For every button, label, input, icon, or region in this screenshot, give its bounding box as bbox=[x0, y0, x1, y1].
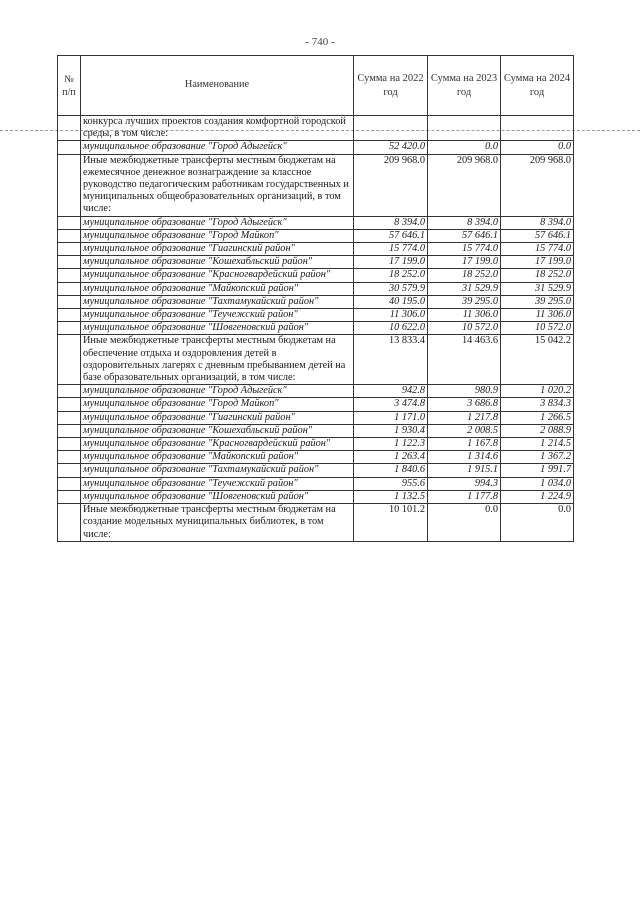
row-name-cell: муниципальное образование "Город Майкоп" bbox=[81, 229, 354, 242]
row-name-cell: муниципальное образование "Город Адыгейск" bbox=[81, 216, 354, 229]
row-number-cell bbox=[58, 282, 81, 295]
row-name-cell: муниципальное образование "Кошехабльский район" bbox=[81, 424, 354, 437]
row-name-cell: муниципальное образование "Майкопский район" bbox=[81, 282, 354, 295]
row-name-cell: муниципальное образование "Город Адыгейск" bbox=[81, 385, 354, 398]
row-number-cell bbox=[58, 464, 81, 477]
row-name-cell: муниципальное образование "Кошехабльский район" bbox=[81, 256, 354, 269]
row-name-cell: муниципальное образование "Гиагинский район" bbox=[81, 243, 354, 256]
row-name-cell: Иные межбюджетные трансферты местным бюджетам на создание модельных муниципальных библиотек, в том числе: bbox=[81, 504, 354, 542]
table-header-row bbox=[58, 56, 574, 116]
row-value-2022: 30 579.9 bbox=[354, 282, 428, 295]
table-row-municipality bbox=[58, 438, 574, 451]
row-value-2024: 2 088.9 bbox=[501, 424, 574, 437]
row-value-2023: 1 314.6 bbox=[428, 451, 501, 464]
row-value-2023: 10 572.0 bbox=[428, 322, 501, 335]
row-value-2023: 11 306.0 bbox=[428, 309, 501, 322]
row-value-2024: 1 991.7 bbox=[501, 464, 574, 477]
table-row-municipality bbox=[58, 309, 574, 322]
row-value-2023: 18 252.0 bbox=[428, 269, 501, 282]
row-name-cell: Иные межбюджетные трансферты местным бюджетам на обеспечение отдыха и оздоровления детей в оздоровительных лагерях с дневным пребыванием детей на базе образовательных организаций, в том числе: bbox=[81, 335, 354, 385]
row-name-cell: муниципальное образование "Красногвардейский район" bbox=[81, 269, 354, 282]
header-2022: Сумма на 2022 год bbox=[354, 56, 428, 116]
row-value-2022: 10 622.0 bbox=[354, 322, 428, 335]
row-value-2022: 1 171.0 bbox=[354, 411, 428, 424]
row-value-2024: 0.0 bbox=[501, 504, 574, 542]
row-name-cell: муниципальное образование "Город Адыгейск" bbox=[81, 141, 354, 154]
row-value-2023: 2 008.5 bbox=[428, 424, 501, 437]
table-row-municipality bbox=[58, 322, 574, 335]
row-number-cell bbox=[58, 335, 81, 385]
row-number-cell bbox=[58, 477, 81, 490]
table-row-municipality bbox=[58, 216, 574, 229]
header-name: Наименование bbox=[81, 56, 354, 116]
row-value-2022: 942.8 bbox=[354, 385, 428, 398]
row-value-2022: 1 132.5 bbox=[354, 490, 428, 503]
row-value-2022: 1 122.3 bbox=[354, 438, 428, 451]
row-name-cell: муниципальное образование "Красногвардейский район" bbox=[81, 438, 354, 451]
header-number: № п/п bbox=[58, 56, 81, 116]
row-value-2022: 13 833.4 bbox=[354, 335, 428, 385]
table-row-municipality bbox=[58, 229, 574, 242]
row-number-cell bbox=[58, 411, 81, 424]
row-value-2022: 11 306.0 bbox=[354, 309, 428, 322]
row-value-2023: 8 394.0 bbox=[428, 216, 501, 229]
header-2024: Сумма на 2024 год bbox=[501, 56, 574, 116]
row-value-2022: 1 930.4 bbox=[354, 424, 428, 437]
table-row bbox=[58, 116, 574, 141]
table-row-municipality bbox=[58, 490, 574, 503]
row-value-2022: 209 968.0 bbox=[354, 154, 428, 216]
row-value-2023: 1 217.8 bbox=[428, 411, 501, 424]
row-value-2024: 8 394.0 bbox=[501, 216, 574, 229]
row-value-2023: 31 529.9 bbox=[428, 282, 501, 295]
row-value-2023: 39 295.0 bbox=[428, 295, 501, 308]
table-row-municipality bbox=[58, 141, 574, 154]
row-name-cell: Иные межбюджетные трансферты местным бюджетам на ежемесячное денежное вознаграждение за классное руководство педагогическим работникам государственных и муниципальных общеобразовательных организаций, в том числе: bbox=[81, 154, 354, 216]
table-row-municipality bbox=[58, 243, 574, 256]
row-value-2023: 209 968.0 bbox=[428, 154, 501, 216]
row-value-2024: 3 834.3 bbox=[501, 398, 574, 411]
table-row-municipality bbox=[58, 282, 574, 295]
row-value-2023: 994.3 bbox=[428, 477, 501, 490]
table-row bbox=[58, 504, 574, 542]
row-value-2024: 31 529.9 bbox=[501, 282, 574, 295]
row-value-2024: 18 252.0 bbox=[501, 269, 574, 282]
page-number: - 740 - bbox=[305, 36, 335, 48]
row-number-cell bbox=[58, 490, 81, 503]
row-name-cell: муниципальное образование "Гиагинский район" bbox=[81, 411, 354, 424]
row-value-2022: 18 252.0 bbox=[354, 269, 428, 282]
row-number-cell bbox=[58, 424, 81, 437]
row-value-2024: 1 266.5 bbox=[501, 411, 574, 424]
table-row-municipality bbox=[58, 256, 574, 269]
table-row-municipality bbox=[58, 398, 574, 411]
row-number-cell bbox=[58, 154, 81, 216]
row-number-cell bbox=[58, 243, 81, 256]
row-number-cell bbox=[58, 398, 81, 411]
row-value-2023: 1 177.8 bbox=[428, 490, 501, 503]
row-number-cell bbox=[58, 229, 81, 242]
row-value-2022: 8 394.0 bbox=[354, 216, 428, 229]
row-value-2024: 1 020.2 bbox=[501, 385, 574, 398]
row-value-2023: 1 167.8 bbox=[428, 438, 501, 451]
row-value-2022: 955.6 bbox=[354, 477, 428, 490]
row-value-2023: 14 463.6 bbox=[428, 335, 501, 385]
row-value-2023: 15 774.0 bbox=[428, 243, 501, 256]
row-value-2023: 3 686.8 bbox=[428, 398, 501, 411]
table-row-municipality bbox=[58, 464, 574, 477]
row-value-2024: 17 199.0 bbox=[501, 256, 574, 269]
row-value-2024: 1 367.2 bbox=[501, 451, 574, 464]
row-value-2023: 0.0 bbox=[428, 504, 501, 542]
table-row-municipality bbox=[58, 295, 574, 308]
row-value-2023 bbox=[428, 116, 501, 141]
header-2023: Сумма на 2023 год bbox=[428, 56, 501, 116]
row-number-cell bbox=[58, 322, 81, 335]
row-name-cell: муниципальное образование "Теучежский район" bbox=[81, 477, 354, 490]
row-value-2024: 1 224.9 bbox=[501, 490, 574, 503]
row-name-cell: муниципальное образование "Город Майкоп" bbox=[81, 398, 354, 411]
row-value-2022: 1 263.4 bbox=[354, 451, 428, 464]
row-name-cell: муниципальное образование "Тахтамукайский район" bbox=[81, 464, 354, 477]
row-value-2024: 39 295.0 bbox=[501, 295, 574, 308]
row-number-cell bbox=[58, 269, 81, 282]
row-name-cell: муниципальное образование "Теучежский район" bbox=[81, 309, 354, 322]
row-value-2024: 1 214.5 bbox=[501, 438, 574, 451]
row-value-2022: 10 101.2 bbox=[354, 504, 428, 542]
row-value-2024: 15 774.0 bbox=[501, 243, 574, 256]
table-body bbox=[58, 116, 574, 542]
row-value-2024: 209 968.0 bbox=[501, 154, 574, 216]
row-number-cell bbox=[58, 504, 81, 542]
row-name-cell: муниципальное образование "Майкопский район" bbox=[81, 451, 354, 464]
row-number-cell bbox=[58, 451, 81, 464]
row-number-cell bbox=[58, 385, 81, 398]
row-value-2023: 1 915.1 bbox=[428, 464, 501, 477]
row-value-2024: 0.0 bbox=[501, 141, 574, 154]
table-row bbox=[58, 335, 574, 385]
table-row-municipality bbox=[58, 477, 574, 490]
row-value-2022: 3 474.8 bbox=[354, 398, 428, 411]
row-number-cell bbox=[58, 141, 81, 154]
row-name-cell: муниципальное образование "Шовгеновский район" bbox=[81, 490, 354, 503]
row-value-2024: 11 306.0 bbox=[501, 309, 574, 322]
budget-table bbox=[57, 55, 574, 542]
row-name-cell: муниципальное образование "Шовгеновский район" bbox=[81, 322, 354, 335]
row-value-2023: 0.0 bbox=[428, 141, 501, 154]
row-value-2024: 10 572.0 bbox=[501, 322, 574, 335]
row-value-2022: 57 646.1 bbox=[354, 229, 428, 242]
table-row-municipality bbox=[58, 269, 574, 282]
table-row-municipality bbox=[58, 451, 574, 464]
row-number-cell bbox=[58, 295, 81, 308]
row-number-cell bbox=[58, 309, 81, 322]
row-value-2022: 52 420.0 bbox=[354, 141, 428, 154]
row-value-2023: 17 199.0 bbox=[428, 256, 501, 269]
row-value-2022: 40 195.0 bbox=[354, 295, 428, 308]
row-value-2023: 980.9 bbox=[428, 385, 501, 398]
row-value-2022: 15 774.0 bbox=[354, 243, 428, 256]
row-value-2024: 1 034.0 bbox=[501, 477, 574, 490]
table-row-municipality bbox=[58, 424, 574, 437]
table-row bbox=[58, 154, 574, 216]
row-value-2023: 57 646.1 bbox=[428, 229, 501, 242]
table-row-municipality bbox=[58, 411, 574, 424]
row-name-cell: конкурса лучших проектов создания комфортной городской среды, в том числе: bbox=[81, 116, 354, 141]
row-number-cell bbox=[58, 116, 81, 141]
row-name-cell: муниципальное образование "Тахтамукайский район" bbox=[81, 295, 354, 308]
row-number-cell bbox=[58, 438, 81, 451]
row-value-2022: 17 199.0 bbox=[354, 256, 428, 269]
row-value-2022: 1 840.6 bbox=[354, 464, 428, 477]
table-row-municipality bbox=[58, 385, 574, 398]
row-number-cell bbox=[58, 216, 81, 229]
row-value-2024 bbox=[501, 116, 574, 141]
row-value-2022 bbox=[354, 116, 428, 141]
row-number-cell bbox=[58, 256, 81, 269]
row-value-2024: 15 042.2 bbox=[501, 335, 574, 385]
row-value-2024: 57 646.1 bbox=[501, 229, 574, 242]
